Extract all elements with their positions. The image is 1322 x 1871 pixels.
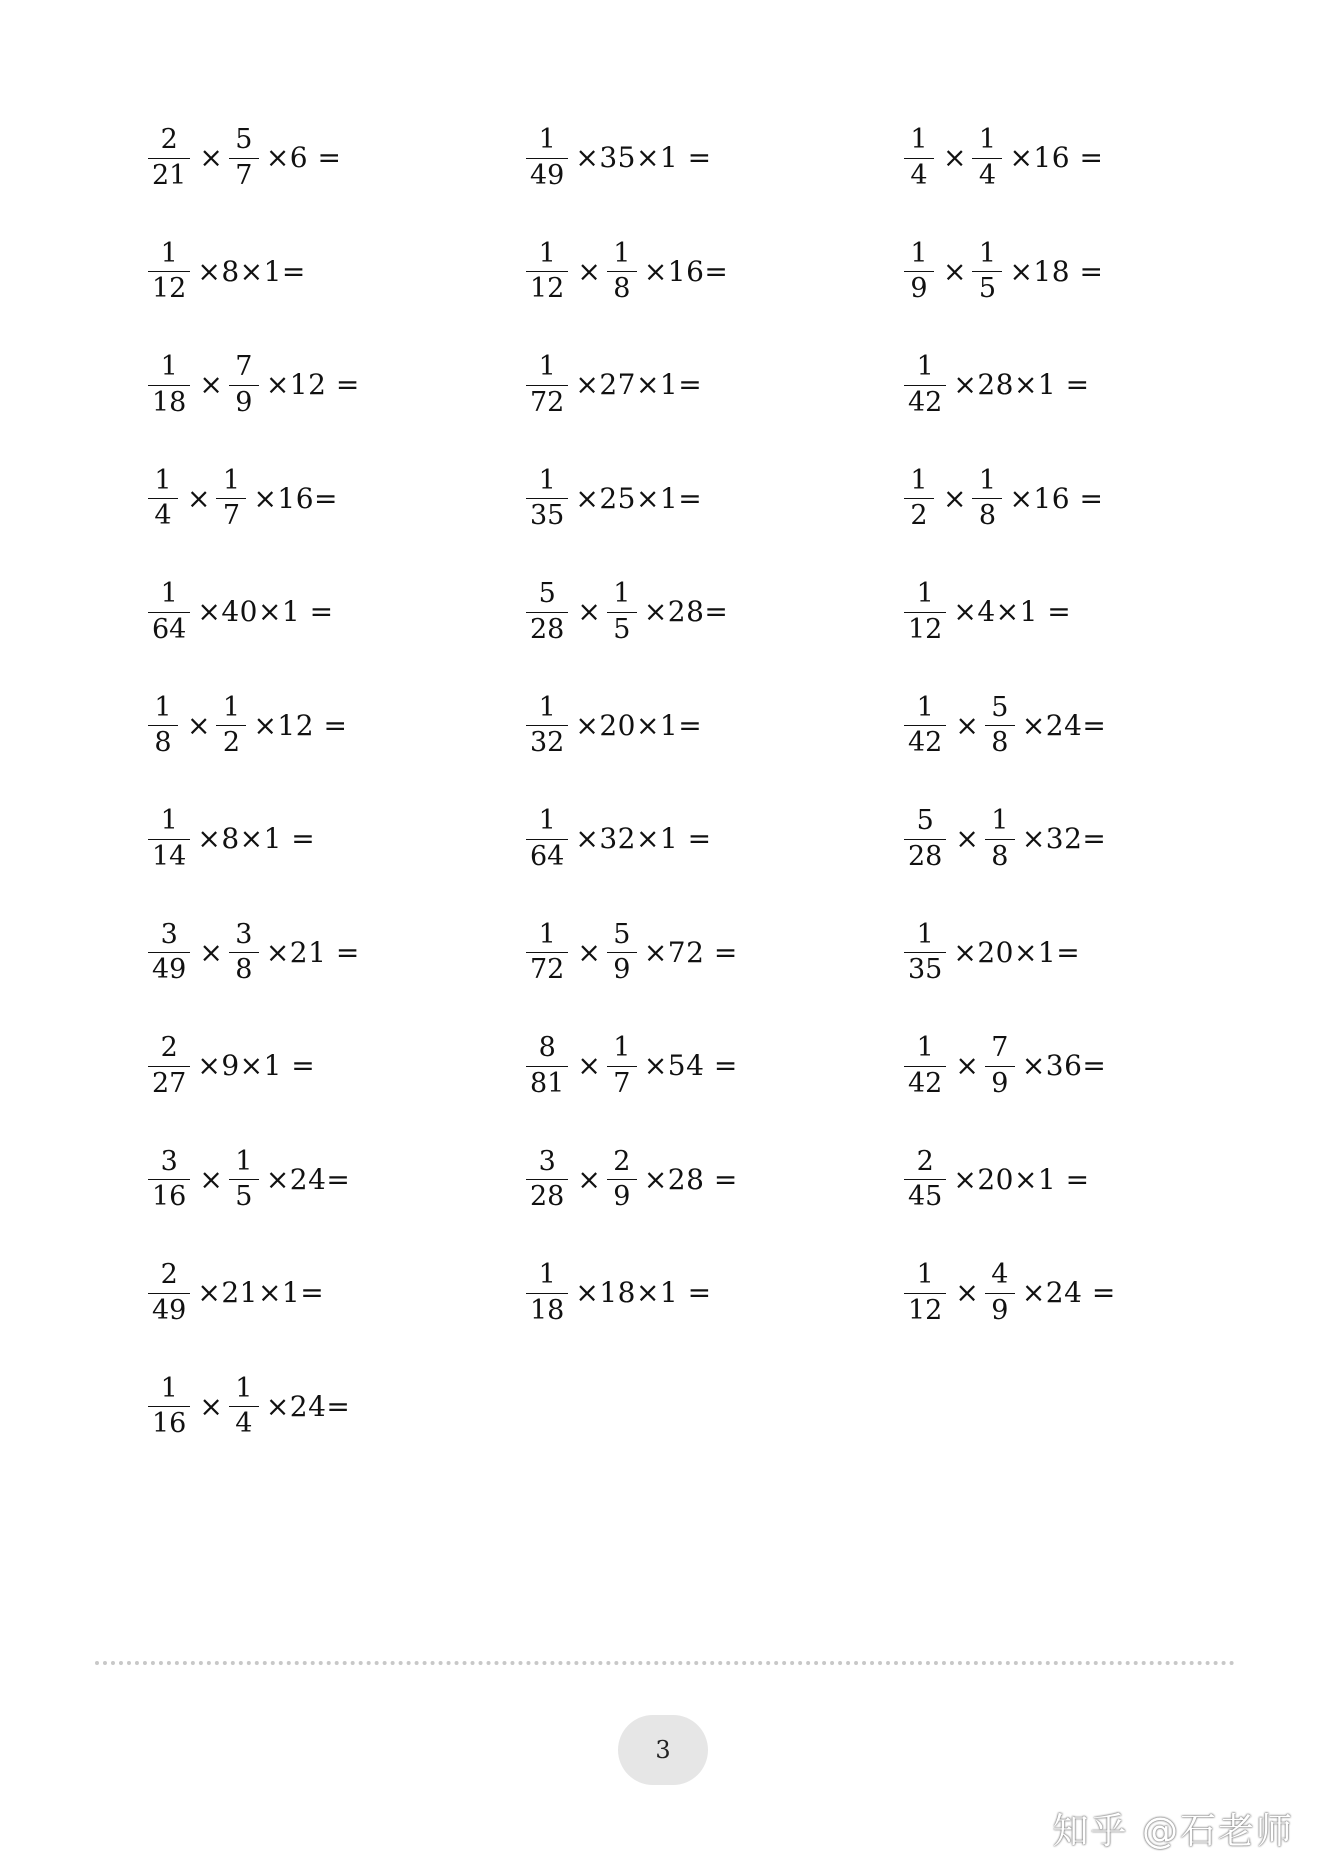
times-operator: × bbox=[577, 254, 601, 288]
fraction bbox=[904, 237, 934, 304]
fraction bbox=[526, 580, 568, 644]
fraction-numerator: 3 bbox=[538, 1145, 556, 1177]
fraction bbox=[972, 237, 1002, 304]
fraction-numerator: 2 bbox=[160, 1032, 178, 1064]
fraction-numerator: 5 bbox=[991, 691, 1009, 723]
expression-tail: ×28 = bbox=[643, 1162, 738, 1196]
fraction-numerator: 2 bbox=[613, 1145, 631, 1177]
fraction-numerator: 1 bbox=[154, 691, 172, 723]
fraction bbox=[148, 1034, 190, 1098]
expression-tail: ×12 = bbox=[253, 708, 348, 742]
fraction-numerator: 5 bbox=[235, 124, 253, 156]
fraction bbox=[607, 1145, 637, 1212]
fraction-denominator: 18 bbox=[148, 385, 190, 417]
fraction-numerator: 1 bbox=[978, 124, 997, 156]
math-problem bbox=[904, 345, 1282, 425]
fraction bbox=[904, 918, 946, 985]
times-operator: × bbox=[943, 481, 967, 515]
math-problem bbox=[148, 1026, 526, 1106]
fraction-denominator: 9 bbox=[607, 952, 637, 984]
page-number-badge bbox=[618, 1715, 708, 1785]
fraction bbox=[526, 1261, 568, 1325]
fraction-numerator: 2 bbox=[160, 1259, 178, 1291]
fraction-denominator: 4 bbox=[972, 158, 1002, 190]
fraction-denominator: 35 bbox=[904, 952, 946, 984]
times-operator: × bbox=[577, 1049, 601, 1082]
math-problem bbox=[148, 686, 526, 766]
watermark-text: 知乎 @石老师 bbox=[1052, 1811, 1294, 1852]
fraction-denominator: 42 bbox=[904, 1066, 946, 1098]
fraction bbox=[148, 464, 178, 531]
fraction-denominator: 8 bbox=[148, 725, 178, 757]
expression-tail: ×35×1 = bbox=[575, 141, 712, 174]
expression-tail: ×21 = bbox=[265, 935, 360, 969]
expression-tail: ×28×1 = bbox=[953, 368, 1090, 401]
expression-tail: ×24 = bbox=[1021, 1276, 1116, 1309]
fraction bbox=[985, 691, 1015, 758]
times-operator: × bbox=[577, 595, 601, 628]
fraction bbox=[607, 580, 637, 644]
fraction-denominator: 72 bbox=[526, 952, 568, 984]
expression-tail: ×12 = bbox=[265, 368, 360, 401]
expression-tail: ×28= bbox=[643, 595, 729, 628]
times-operator: × bbox=[199, 935, 223, 969]
fraction-denominator: 9 bbox=[985, 1293, 1015, 1325]
times-operator: × bbox=[955, 1049, 979, 1082]
math-problem bbox=[148, 799, 526, 879]
fraction bbox=[904, 580, 946, 644]
expression-tail: ×6 = bbox=[265, 141, 342, 174]
times-operator: × bbox=[955, 708, 979, 742]
fraction-numerator: 1 bbox=[154, 464, 172, 496]
expression-tail: ×8×1= bbox=[197, 254, 306, 288]
fraction-numerator: 3 bbox=[235, 918, 253, 950]
fraction-numerator: 1 bbox=[613, 578, 631, 610]
fraction-numerator: 5 bbox=[916, 805, 934, 837]
math-problem bbox=[526, 1026, 904, 1106]
times-operator: × bbox=[577, 935, 601, 969]
fraction-denominator: 9 bbox=[904, 271, 934, 303]
fraction-numerator: 1 bbox=[916, 918, 934, 950]
fraction bbox=[985, 1261, 1015, 1325]
times-operator: × bbox=[199, 1389, 223, 1423]
fraction bbox=[904, 126, 934, 190]
fraction-denominator: 45 bbox=[904, 1179, 946, 1211]
math-problem bbox=[904, 1140, 1282, 1220]
math-problem bbox=[904, 459, 1282, 539]
fraction-numerator: 1 bbox=[916, 351, 934, 383]
math-problem bbox=[526, 118, 904, 198]
fraction bbox=[229, 1372, 259, 1439]
fraction-numerator: 3 bbox=[160, 918, 178, 950]
math-problem bbox=[526, 686, 904, 766]
fraction-numerator: 1 bbox=[160, 1372, 178, 1404]
fraction bbox=[229, 1145, 259, 1212]
fraction bbox=[904, 807, 946, 871]
times-operator: × bbox=[955, 1276, 979, 1309]
fraction bbox=[904, 691, 946, 758]
fraction-numerator: 2 bbox=[160, 124, 178, 156]
math-problem bbox=[148, 1367, 526, 1447]
fraction bbox=[216, 691, 246, 758]
fraction-denominator: 12 bbox=[526, 271, 568, 303]
fraction-denominator: 9 bbox=[985, 1066, 1015, 1098]
math-problem bbox=[904, 686, 1282, 766]
math-problem bbox=[904, 232, 1282, 312]
fraction bbox=[985, 1034, 1015, 1098]
fraction-denominator: 8 bbox=[985, 725, 1015, 757]
math-problem bbox=[904, 572, 1282, 652]
fraction-denominator: 2 bbox=[216, 725, 246, 757]
fraction-numerator: 1 bbox=[235, 1145, 253, 1177]
math-problem bbox=[526, 232, 904, 312]
fraction-numerator: 1 bbox=[910, 464, 928, 496]
math-problem bbox=[148, 232, 526, 312]
fraction bbox=[607, 918, 637, 985]
fraction-numerator: 1 bbox=[916, 1032, 934, 1064]
problem-grid bbox=[148, 118, 1282, 1480]
fraction-numerator: 5 bbox=[538, 578, 556, 610]
fraction bbox=[148, 1145, 190, 1212]
fraction bbox=[972, 464, 1002, 531]
math-problem bbox=[148, 345, 526, 425]
fraction-numerator: 1 bbox=[235, 1372, 253, 1404]
fraction-numerator: 1 bbox=[538, 691, 556, 723]
fraction bbox=[229, 353, 259, 417]
fraction-denominator: 8 bbox=[607, 271, 637, 303]
expression-tail: ×27×1= bbox=[575, 368, 703, 401]
fraction-numerator: 1 bbox=[538, 237, 556, 269]
expression-tail: ×20×1= bbox=[575, 708, 703, 742]
fraction bbox=[904, 1261, 946, 1325]
fraction-denominator: 7 bbox=[229, 158, 259, 190]
math-problem bbox=[904, 799, 1282, 879]
times-operator: × bbox=[955, 822, 979, 855]
expression-tail: ×40×1 = bbox=[197, 595, 334, 628]
math-problem bbox=[526, 1253, 904, 1333]
times-operator: × bbox=[199, 1162, 223, 1196]
expression-tail: ×32= bbox=[1021, 822, 1107, 855]
expression-tail: ×9×1 = bbox=[197, 1049, 316, 1082]
expression-tail: ×72 = bbox=[643, 935, 738, 969]
fraction-denominator: 28 bbox=[526, 612, 568, 644]
math-problem bbox=[904, 118, 1282, 198]
fraction-denominator: 5 bbox=[229, 1179, 259, 1211]
fraction-numerator: 4 bbox=[991, 1259, 1009, 1291]
fraction-denominator: 72 bbox=[526, 385, 568, 417]
fraction-numerator: 5 bbox=[613, 918, 631, 950]
fraction bbox=[148, 807, 190, 871]
fraction-numerator: 1 bbox=[160, 805, 178, 837]
expression-tail: ×20×1= bbox=[953, 935, 1081, 969]
page-number: 3 bbox=[655, 1736, 671, 1764]
fraction-denominator: 18 bbox=[526, 1293, 568, 1325]
fraction bbox=[148, 353, 190, 417]
fraction bbox=[229, 126, 259, 190]
fraction bbox=[526, 1145, 568, 1212]
times-operator: × bbox=[199, 141, 223, 174]
fraction-denominator: 8 bbox=[972, 498, 1002, 530]
fraction-numerator: 1 bbox=[613, 1032, 631, 1064]
fraction-denominator: 12 bbox=[904, 1293, 946, 1325]
math-problem bbox=[904, 913, 1282, 993]
fraction bbox=[972, 126, 1002, 190]
fraction-numerator: 3 bbox=[160, 1145, 178, 1177]
fraction-denominator: 7 bbox=[607, 1066, 637, 1098]
fraction bbox=[148, 918, 190, 985]
fraction-numerator: 1 bbox=[910, 237, 928, 269]
math-problem bbox=[526, 572, 904, 652]
fraction bbox=[526, 918, 568, 985]
fraction-denominator: 9 bbox=[607, 1179, 637, 1211]
fraction-denominator: 7 bbox=[216, 498, 246, 530]
fraction-denominator: 81 bbox=[526, 1066, 568, 1098]
fraction-denominator: 49 bbox=[148, 952, 190, 984]
math-problem bbox=[148, 459, 526, 539]
fraction-numerator: 7 bbox=[235, 351, 253, 383]
fraction-denominator: 12 bbox=[904, 612, 946, 644]
math-problem bbox=[526, 459, 904, 539]
fraction-denominator: 16 bbox=[148, 1406, 190, 1438]
expression-tail: ×16 = bbox=[1009, 141, 1104, 174]
fraction-denominator: 28 bbox=[904, 839, 946, 871]
fraction-numerator: 1 bbox=[978, 237, 997, 269]
fraction bbox=[904, 353, 946, 417]
fraction-numerator: 1 bbox=[916, 1259, 934, 1291]
fraction bbox=[526, 807, 568, 871]
expression-tail: ×54 = bbox=[643, 1049, 738, 1082]
fraction-denominator: 4 bbox=[904, 158, 934, 190]
expression-tail: ×4×1 = bbox=[953, 595, 1072, 628]
fraction bbox=[904, 464, 934, 531]
fraction bbox=[148, 1372, 190, 1439]
fraction-numerator: 2 bbox=[916, 1145, 934, 1177]
expression-tail: ×25×1= bbox=[575, 481, 703, 515]
times-operator: × bbox=[577, 1162, 601, 1196]
math-problem bbox=[904, 1026, 1282, 1106]
fraction bbox=[526, 691, 568, 758]
fraction-numerator: 1 bbox=[160, 237, 178, 269]
expression-tail: ×24= bbox=[265, 1162, 351, 1196]
fraction-numerator: 1 bbox=[538, 464, 556, 496]
fraction-denominator: 28 bbox=[526, 1179, 568, 1211]
fraction-numerator: 1 bbox=[538, 805, 556, 837]
fraction bbox=[148, 580, 190, 644]
fraction bbox=[526, 353, 568, 417]
fraction-numerator: 1 bbox=[978, 464, 997, 496]
expression-tail: ×24= bbox=[265, 1389, 351, 1423]
math-problem bbox=[526, 799, 904, 879]
fraction bbox=[148, 691, 178, 758]
fraction bbox=[985, 807, 1015, 871]
fraction bbox=[229, 918, 259, 985]
fraction-numerator: 1 bbox=[613, 237, 631, 269]
math-problem bbox=[148, 913, 526, 993]
math-problem bbox=[526, 345, 904, 425]
fraction bbox=[526, 1034, 568, 1098]
math-problem bbox=[148, 1140, 526, 1220]
times-operator: × bbox=[187, 708, 211, 742]
math-problem bbox=[904, 1253, 1282, 1333]
fraction bbox=[148, 237, 190, 304]
fraction bbox=[526, 464, 568, 531]
fraction-denominator: 27 bbox=[148, 1066, 190, 1098]
fraction-denominator: 32 bbox=[526, 725, 568, 757]
fraction-denominator: 14 bbox=[148, 839, 190, 871]
math-problem bbox=[526, 913, 904, 993]
fraction-denominator: 21 bbox=[148, 158, 190, 190]
fraction-denominator: 64 bbox=[526, 839, 568, 871]
fraction-denominator: 16 bbox=[148, 1179, 190, 1211]
fraction bbox=[526, 237, 568, 304]
math-problem bbox=[148, 572, 526, 652]
fraction-numerator: 1 bbox=[916, 578, 934, 610]
fraction-numerator: 1 bbox=[910, 124, 928, 156]
fraction-denominator: 4 bbox=[148, 498, 178, 530]
fraction-denominator: 4 bbox=[229, 1406, 259, 1438]
fraction bbox=[526, 126, 568, 190]
times-operator: × bbox=[187, 481, 211, 515]
math-problem bbox=[148, 118, 526, 198]
math-problem bbox=[148, 1253, 526, 1333]
times-operator: × bbox=[943, 254, 967, 288]
expression-tail: ×21×1= bbox=[197, 1276, 325, 1309]
expression-tail: ×18×1 = bbox=[575, 1276, 712, 1309]
fraction-numerator: 7 bbox=[991, 1032, 1009, 1064]
fraction-denominator: 5 bbox=[607, 612, 637, 644]
fraction-denominator: 8 bbox=[985, 839, 1015, 871]
fraction-numerator: 1 bbox=[160, 578, 178, 610]
fraction bbox=[607, 1034, 637, 1098]
fraction bbox=[904, 1034, 946, 1098]
fraction-denominator: 49 bbox=[526, 158, 568, 190]
expression-tail: ×24= bbox=[1021, 708, 1107, 742]
fraction-denominator: 42 bbox=[904, 385, 946, 417]
fraction-numerator: 1 bbox=[538, 918, 556, 950]
fraction bbox=[216, 464, 246, 531]
fraction bbox=[148, 1261, 190, 1325]
fraction-numerator: 1 bbox=[160, 351, 178, 383]
fraction-numerator: 1 bbox=[991, 805, 1009, 837]
fraction bbox=[904, 1145, 946, 1212]
fraction-denominator: 2 bbox=[904, 498, 934, 530]
expression-tail: ×18 = bbox=[1009, 254, 1104, 288]
fraction-numerator: 1 bbox=[222, 691, 241, 723]
fraction-denominator: 12 bbox=[148, 271, 190, 303]
fraction-numerator: 1 bbox=[916, 691, 934, 723]
fraction-numerator: 1 bbox=[538, 1259, 556, 1291]
expression-tail: ×32×1 = bbox=[575, 822, 712, 855]
fraction-denominator: 8 bbox=[229, 952, 259, 984]
fraction bbox=[607, 237, 637, 304]
fraction-denominator: 64 bbox=[148, 612, 190, 644]
dotted-divider bbox=[95, 1661, 1235, 1665]
fraction-denominator: 9 bbox=[229, 385, 259, 417]
fraction-denominator: 35 bbox=[526, 498, 568, 530]
expression-tail: ×8×1 = bbox=[197, 822, 316, 855]
expression-tail: ×36= bbox=[1021, 1049, 1107, 1082]
expression-tail: ×16= bbox=[253, 481, 339, 515]
fraction-denominator: 49 bbox=[148, 1293, 190, 1325]
times-operator: × bbox=[199, 368, 223, 401]
expression-tail: ×20×1 = bbox=[953, 1162, 1090, 1196]
fraction-numerator: 1 bbox=[538, 124, 556, 156]
fraction bbox=[148, 126, 190, 190]
expression-tail: ×16 = bbox=[1009, 481, 1104, 515]
fraction-numerator: 1 bbox=[538, 351, 556, 383]
fraction-numerator: 1 bbox=[222, 464, 241, 496]
fraction-numerator: 8 bbox=[538, 1032, 556, 1064]
fraction-denominator: 5 bbox=[972, 271, 1002, 303]
math-problem bbox=[526, 1140, 904, 1220]
times-operator: × bbox=[943, 141, 967, 174]
expression-tail: ×16= bbox=[643, 254, 729, 288]
fraction-denominator: 42 bbox=[904, 725, 946, 757]
